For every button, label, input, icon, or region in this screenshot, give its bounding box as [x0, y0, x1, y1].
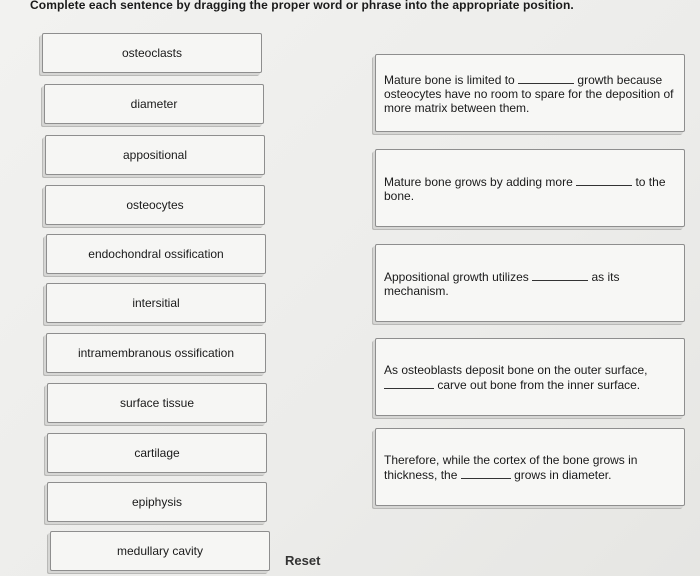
sentence-text-before: As osteoblasts deposit bone on the outer surface,	[384, 362, 648, 377]
word-tile-intersitial[interactable]	[46, 283, 266, 323]
word-tile-osteocytes[interactable]	[45, 185, 265, 225]
sentence-text-before: Appositional growth utilizes	[384, 269, 529, 284]
word-tile-medullary-cavity[interactable]	[50, 531, 270, 571]
word-tile-endochondral-ossification[interactable]	[46, 234, 266, 274]
word-tile-label: diameter	[130, 97, 178, 111]
word-tile-epiphysis[interactable]	[47, 482, 267, 522]
word-tile-label: intersitial	[132, 296, 180, 310]
word-tile-intramembranous-ossification[interactable]	[46, 333, 266, 373]
target-sentence-4	[375, 338, 685, 416]
word-tile-label: endochondral ossification	[88, 247, 224, 261]
word-tile-diameter[interactable]	[44, 84, 264, 124]
word-tile-surface-tissue[interactable]	[47, 383, 267, 423]
word-tile-label: osteocytes	[126, 198, 184, 212]
word-tile-osteoclasts[interactable]	[42, 33, 262, 73]
word-tile-label: epiphysis	[131, 495, 183, 509]
word-tile-appositional[interactable]	[45, 135, 265, 175]
word-tile-label: intramembranous ossification	[77, 346, 235, 360]
drop-blank[interactable]	[461, 467, 511, 479]
word-tile-label: cartilage	[134, 446, 180, 460]
sentence-text-after: to the bone.	[384, 174, 666, 203]
sentence-text-before: Mature bone is limited to	[384, 72, 515, 87]
drop-blank[interactable]	[384, 377, 434, 389]
sentence-text-before: Therefore, while the cortex of the bone grows in thickness, the	[384, 452, 638, 482]
instruction-text: Complete each sentence by dragging the proper word or phrase into the appropriate position.	[30, 0, 574, 12]
sentence-text-after: carve out bone from the inner surface.	[437, 377, 641, 392]
sentence-text-after: as its mechanism.	[384, 269, 620, 298]
drop-blank[interactable]	[576, 174, 632, 186]
drop-blank[interactable]	[518, 72, 574, 84]
word-tile-label: osteoclasts	[121, 46, 183, 60]
reset-button[interactable]: Reset	[285, 553, 321, 568]
word-tile-cartilage[interactable]	[47, 433, 267, 473]
sentence-text-after: growth because osteocytes have no room to spare for the deposition of more matrix between them.	[384, 72, 674, 115]
word-tile-label: appositional	[122, 148, 188, 162]
word-tile-label: surface tissue	[119, 396, 195, 410]
target-sentence-2	[375, 149, 685, 227]
target-sentence-1	[375, 54, 685, 132]
target-sentence-3	[375, 244, 685, 322]
target-sentence-5	[375, 428, 685, 506]
drop-blank[interactable]	[532, 269, 588, 281]
sentence-text-after: grows in diameter.	[514, 467, 612, 482]
word-tile-label: medullary cavity	[116, 544, 204, 558]
sentence-text-before: Mature bone grows by adding more	[384, 174, 573, 189]
